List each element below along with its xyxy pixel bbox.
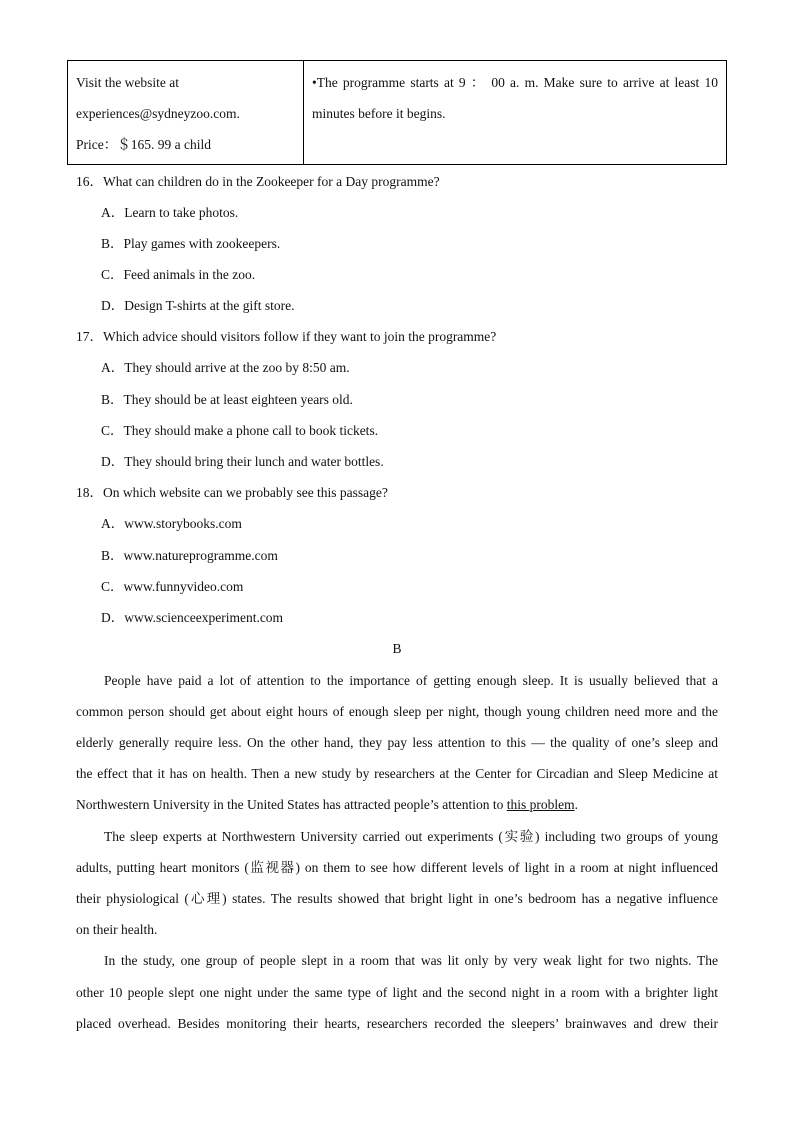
question-16-option-c: C．Feed animals in the zoo.	[101, 267, 256, 282]
question-18-option-b: B．www.natureprogramme.com	[101, 548, 278, 563]
paragraph-text: Northwestern University in the United States has attracted people’s attention to	[76, 797, 507, 812]
paragraph-1-line: common person should get about eight hours of enough sleep per night, though young children need more and the	[76, 704, 718, 719]
table-line: Visit the website at	[76, 75, 180, 90]
paragraph-2-line: The sleep experts at Northwestern University carried out experiments (实验) including two groups of young	[104, 829, 718, 844]
info-table-right-cell	[304, 61, 726, 164]
paragraph-3-line: In the study, one group of people slept in a room that was lit only by very weak light for two nights. The	[104, 953, 718, 968]
question-17-option-b: B．They should be at least eighteen years old.	[101, 392, 353, 407]
section-heading: B	[392, 641, 402, 656]
question-17-option-a: A．They should arrive at the zoo by 8:50 am.	[101, 360, 350, 375]
table-line: experiences@sydneyzoo.com.	[76, 106, 240, 121]
paragraph-3-line: other 10 people slept one night under the same type of light and the second night in a room with a brighter light	[76, 985, 718, 1000]
question-16-option-b: B．Play games with zookeepers.	[101, 236, 281, 251]
table-line: minutes before it begins.	[312, 106, 446, 121]
paragraph-1-line: elderly generally require less. On the other hand, they pay less attention to this — the quality of one’s sleep and	[76, 735, 718, 750]
paragraph-1-last-line	[76, 796, 578, 814]
question-18-option-a: A．www.storybooks.com	[101, 516, 242, 531]
question-18-stem: 18．On which website can we probably see this passage?	[76, 485, 388, 500]
paragraph-1-line: the effect that it has on health. Then a new study by researchers at the Center for Circadian and Sleep Medicine at	[76, 766, 718, 781]
underlined-phrase: this problem	[506, 797, 575, 812]
paragraph-2-line: adults, putting heart monitors (监视器) on them to see how different levels of light in a room at night influenced	[76, 860, 718, 875]
question-17-option-d: D．They should bring their lunch and water bottles.	[101, 454, 384, 469]
question-16-option-a: A．Learn to take photos.	[101, 205, 239, 220]
paragraph-2-line: on their health.	[76, 922, 158, 937]
table-line: Price：＄165. 99 a child	[76, 137, 211, 152]
paragraph-3-line: placed overhead. Besides monitoring their hearts, researchers recorded the sleepers’ brainwaves and drew their	[76, 1016, 718, 1031]
question-17-stem: 17．Which advice should visitors follow if they want to join the programme?	[76, 329, 497, 344]
paragraph-1-line: People have paid a lot of attention to the importance of getting enough sleep. It is usually believed that a	[104, 673, 718, 688]
question-16-option-d: D．Design T-shirts at the gift store.	[101, 298, 295, 313]
paragraph-2-line: their physiological (心理) states. The results showed that bright light in one’s bedroom has a negative influence	[76, 891, 718, 906]
info-table	[67, 60, 727, 165]
paragraph-text: .	[574, 797, 579, 812]
table-line: •The programme starts at 9 ： 00 a. m. Make sure to arrive at least 10	[312, 75, 718, 90]
question-18-option-d: D．www.scienceexperiment.com	[101, 610, 284, 625]
question-17-option-c: C．They should make a phone call to book tickets.	[101, 423, 379, 438]
info-table-left-cell	[68, 61, 304, 164]
question-18-option-c: C．www.funnyvideo.com	[101, 579, 244, 594]
question-16-stem: 16．What can children do in the Zookeeper for a Day programme?	[76, 174, 440, 189]
